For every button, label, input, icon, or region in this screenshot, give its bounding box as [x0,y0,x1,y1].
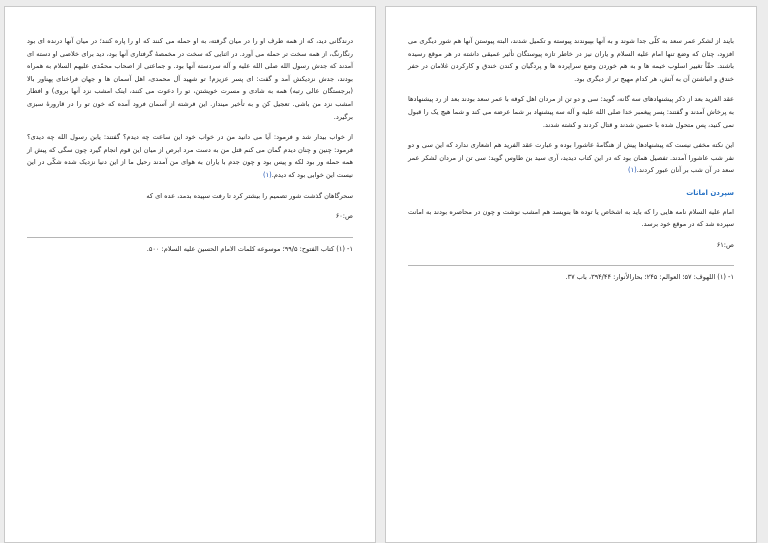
footnote: ۱- (۱) کتاب الفتوح: ۹۹/۵؛ موسوعه کلمات الامام الحسین علیه السلام: ۵۰۰. [146,244,353,253]
footnote-divider [27,237,353,238]
page-right-content [408,35,734,283]
footnote-ref-link[interactable]: (۱) [263,170,272,179]
footnote: ۱- (۱) اللهوف: ۵۷؛ العوالم: ۲۴۵؛ بحارالأنوار: ۳۹۴/۴۴، باب ۳۷. [565,273,734,282]
page-left [4,6,376,543]
page-right [385,6,757,543]
page-number: ص:۶۰ [335,212,353,221]
section-heading: سپردن امانات [686,188,734,197]
page-left-content [27,35,353,255]
left-paragraph-1: درندگانی دید، که از همه طرف او را در میان گرفته، به او حمله می کنند که او را پاره کنند؛ در میان آنها درنده ای بود رنگارنگ، از همه سخت تر حمله می آورد. در اثنایی که سخت در مخمصهٔ گرفتاری آنها بود، دید برای خلاصی او دسته ای آمدند که جدش رسول الله صلی الله علیه و آله سردسته آنها بود. و جماعتی از اصحاب محمّدی علیهم السلام به همراه بودند، جدش نزدیکش آمد و گفت: ای پسر عزیزم! تو شهید آل محمدی، اهل آسمان ها و جهان فراخنای پهناور بالا (برجستگان عالی رتبه) همه به شادی و مسرت خویشتن، تو را دعوت می کنند، اینک امشب نزد آنها بروی) و افطار امشب نزد من باشی. تعجیل کن و به تأخیر مینداز. این فرشته از آسمان فرود آمده که خون تو را در قارورهٔ سبزی برگیرد. [27,37,353,121]
right-paragraph-3: این نکته مخفی نیست که پیشنهادها پیش از هنگامهٔ عاشورا بوده و عبارت عقد الفرید هم اشعاری ندارد که این سی و دو نفر شب عاشورا آمدند. تفصیل همان بود که در این کتاب دیدید، آری سید بن طاوس گوید: سی تن از مردان لشکر عمر سعد در آن شب بر آنان عبور کردند.(۱) [408,141,734,175]
footnote-ref-link[interactable]: (۱) [628,166,637,175]
left-paragraph-2: از خواب بیدار شد و فرمود: آیا می دانید من در خواب خود این ساعت چه دیدم؟ گفتند: یابن رسول الله چه دیدی؟ فرمود: چنین و چنان دیدم گمان می کنم قتل من به دست مرد ابرص از میان این قوم انجام گیرد چون سگی که پیش از همه حمله ور بود لکه و پیس بود و چون جدم با یاران به هوای من آمدند رحیل ما از این دنیا نزدیک شده شکّی در این نیست این خوابی بود که دیدم.(۱) [27,133,353,179]
page-number: ص:۶۱ [716,240,734,249]
right-paragraph-4: امام علیه السلام نامه هایی را که باید به اشخاص یا توده ها بنویسد هم امشب نوشت و چون در محاصره بودند به امانت سپرده شد که در موقع خود برسد. [408,207,734,229]
footnote-divider [408,265,734,266]
left-paragraph-3: سحرگاهان گذشت شور تصمیم را بیشتر کرد تا رفت سپیده بدمد، عده ای که [146,191,353,200]
right-paragraph-2: عقد الفرید بعد از ذکر پیشنهادهای سه گانه، گوید: سی و دو تن از مردان اهل کوفه با عمر سعد بودند بعد از رد پیشنهادها به پرخاش آمدند و گفتند: پسر پیغمبر خدا صلی الله علیه و آله سه پیشنهاد بر شما عرضه می کند و شما هیچ یک را قبول نمی کنید، پس متحول شده با حسین شدند و قتال کردند و کشته شدند. [408,95,734,129]
right-paragraph-1: بایند از لشکر عمر سعد به کلّی جدا شوند و به آنها بپیوندند پیوسته و تکمیل شدند، البته پیوستن آنها هم شور دیگری می افزود، چنان که وضع تنها امام علیه السلام و یاران نیز در خاطر تازه پیوستگان تأثیر عمیقی داشته در هر موقع رسیده باشند. حقّاً تغییر اسلوب خیمه ها و به هم خوردن وضع سراپرده ها و پردگیان و کندن خندق و کارکردن غلامان در حفر خندق و انباشتن آن به آتش، هر کدام مهیج تر از دیگری بود. [408,37,734,83]
